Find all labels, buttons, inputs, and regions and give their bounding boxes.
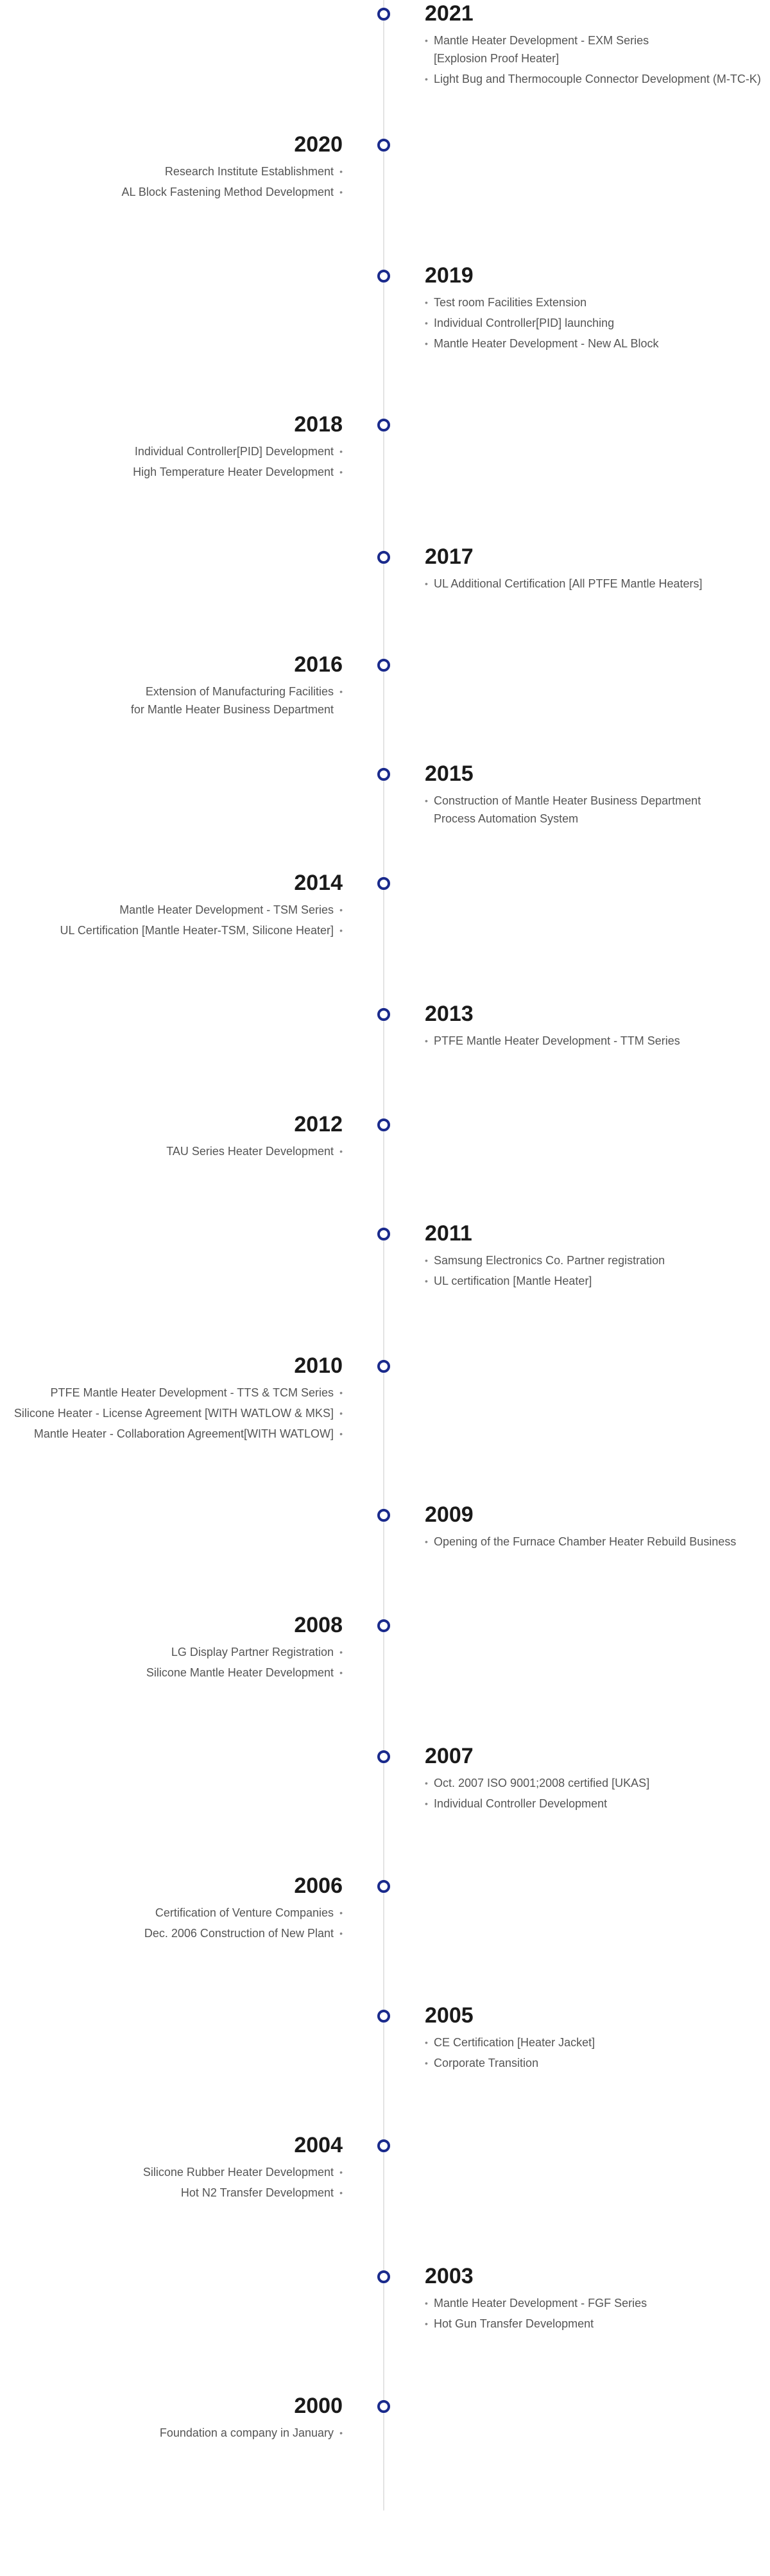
milestone-item — [425, 1795, 770, 1813]
milestone-item — [425, 293, 770, 311]
timeline-entry-content — [0, 1612, 343, 1684]
milestone-list — [425, 1032, 770, 1050]
timeline-entry-content — [425, 1221, 770, 1292]
timeline-entry-2009 — [0, 1502, 770, 1548]
milestone-list — [0, 442, 343, 481]
timeline-dot-icon — [377, 768, 390, 781]
year-heading: 2007 — [425, 1744, 474, 1768]
timeline-dot-icon — [377, 2400, 390, 2413]
timeline-dot-icon — [377, 1750, 390, 1763]
milestone-item — [0, 1384, 343, 1402]
milestone-item — [425, 2033, 770, 2051]
timeline-entry-content — [425, 544, 770, 595]
milestone-text: TAU Series Heater Development — [166, 1145, 334, 1158]
milestone-item — [425, 70, 770, 88]
milestone-text: Oct. 2007 ISO 9001;2008 certified [UKAS] — [434, 1777, 650, 1789]
year-heading: 2010 — [294, 1353, 343, 1378]
milestone-text: Foundation a company in January — [159, 2426, 334, 2439]
milestone-item — [0, 1142, 343, 1160]
milestone-text: Individual Controller[PID] launching — [434, 317, 615, 329]
milestone-text: Mantle Heater - Collaboration Agreement[WITH WATLOW] — [33, 1427, 334, 1440]
milestone-item — [425, 1774, 770, 1792]
milestone-item — [425, 314, 770, 332]
year-heading: 2008 — [294, 1613, 343, 1637]
milestone-text: Corporate Transition — [434, 2057, 539, 2069]
milestone-item — [425, 1032, 770, 1050]
milestone-item — [0, 1924, 343, 1942]
milestone-text: Individual Controller Development — [434, 1797, 608, 1810]
year-heading: 2017 — [425, 544, 474, 569]
milestone-text: Construction of Mantle Heater Business Department Process Automation System — [434, 794, 701, 825]
year-heading: 2004 — [294, 2133, 343, 2157]
milestone-item — [0, 921, 343, 939]
year-heading: 2000 — [294, 2394, 343, 2418]
timeline-entry-content — [425, 1502, 770, 1553]
timeline-entry-content — [425, 1001, 770, 1052]
year-heading: 2005 — [425, 2003, 474, 2028]
milestone-list — [0, 1904, 343, 1942]
milestone-item — [0, 463, 343, 481]
timeline-entry-2015 — [0, 761, 770, 825]
timeline-entry-2018 — [0, 412, 770, 478]
year-heading: 2012 — [294, 1112, 343, 1136]
milestone-text: CE Certification [Heater Jacket] — [434, 2036, 595, 2049]
timeline-entry-2004 — [0, 2133, 770, 2199]
milestone-list — [425, 1533, 770, 1551]
year-heading: 2009 — [425, 1502, 474, 1527]
year-heading: 2011 — [425, 1221, 472, 1246]
milestone-text: PTFE Mantle Heater Development - TTM Series — [434, 1034, 680, 1047]
milestone-list — [0, 1142, 343, 1160]
milestone-text: Hot N2 Transfer Development — [180, 2186, 334, 2199]
timeline-dot-icon — [377, 1880, 390, 1893]
milestone-list — [0, 901, 343, 939]
milestone-item — [0, 162, 343, 180]
timeline-dot-icon — [377, 877, 390, 890]
milestone-list — [0, 1384, 343, 1443]
milestone-item — [425, 1533, 770, 1551]
milestone-item — [425, 575, 770, 593]
timeline-dot-icon — [377, 8, 390, 21]
timeline-entry-2014 — [0, 871, 770, 937]
timeline-entry-content — [0, 2132, 343, 2204]
timeline-entry-2020 — [0, 132, 770, 198]
milestone-text: Silicone Heater - License Agreement [WITH WATLOW & MKS] — [13, 1407, 334, 1420]
timeline-entry-2019 — [0, 263, 770, 350]
milestone-list — [425, 1251, 770, 1290]
year-heading: 2006 — [294, 1874, 343, 1898]
milestone-item — [425, 335, 770, 352]
timeline-entry-2008 — [0, 1613, 770, 1679]
milestone-item — [0, 1904, 343, 1922]
timeline-dot-icon — [377, 270, 390, 283]
milestone-list — [0, 2424, 343, 2442]
milestone-text: Mantle Heater Development - FGF Series — [434, 2297, 647, 2310]
milestone-item — [425, 2294, 770, 2312]
milestone-text: Mantle Heater Development - New AL Block — [434, 337, 659, 350]
timeline-entry-content — [425, 2263, 770, 2335]
timeline-dot-icon — [377, 2270, 390, 2283]
milestone-text: LG Display Partner Registration — [171, 1646, 334, 1658]
milestone-list — [425, 1774, 770, 1813]
timeline-dot-icon — [377, 2010, 390, 2023]
year-heading: 2021 — [425, 1, 474, 26]
milestone-text: Research Institute Establishment — [164, 165, 334, 178]
year-heading: 2003 — [425, 2264, 474, 2288]
milestone-item — [0, 2163, 343, 2181]
milestone-list — [0, 162, 343, 201]
milestone-list — [0, 2163, 343, 2202]
milestone-item — [425, 1272, 770, 1290]
timeline-entry-2016 — [0, 652, 770, 716]
milestone-list — [425, 293, 770, 352]
milestone-item — [0, 1643, 343, 1661]
timeline-entry-content — [0, 870, 343, 942]
timeline-entry-2011 — [0, 1221, 770, 1287]
timeline-entry-2021 — [0, 1, 770, 85]
timeline-dot-icon — [377, 551, 390, 564]
milestone-item — [0, 2184, 343, 2202]
milestone-text: Mantle Heater Development - TSM Series — [119, 903, 334, 916]
timeline-dot-icon — [377, 2139, 390, 2152]
timeline-dot-icon — [377, 1118, 390, 1131]
milestone-list — [425, 575, 770, 593]
timeline-entry-2000 — [0, 2394, 770, 2439]
timeline-entry-content — [425, 2003, 770, 2075]
timeline-entry-2003 — [0, 2264, 770, 2330]
milestone-item — [0, 183, 343, 201]
timeline-entry-2007 — [0, 1744, 770, 1810]
year-heading: 2015 — [425, 761, 474, 786]
timeline-dot-icon — [377, 139, 390, 152]
timeline-entry-content — [425, 761, 770, 830]
milestone-item — [425, 31, 770, 67]
year-heading: 2018 — [294, 412, 343, 437]
timeline-entry-content — [0, 1111, 343, 1163]
timeline-entry-content — [425, 263, 770, 355]
milestone-text: Hot Gun Transfer Development — [434, 2317, 594, 2330]
timeline-entry-content — [0, 1353, 343, 1445]
milestone-item — [425, 1251, 770, 1269]
timeline-entry-content — [425, 1743, 770, 1815]
milestone-text: High Temperature Heater Development — [133, 466, 334, 478]
milestone-text: Samsung Electronics Co. Partner registration — [434, 1254, 665, 1267]
year-heading: 2014 — [294, 871, 343, 895]
timeline-entry-content — [0, 1873, 343, 1945]
timeline-dot-icon — [377, 1228, 390, 1240]
milestone-list — [425, 31, 770, 88]
milestone-item — [425, 2054, 770, 2072]
milestone-list — [425, 2033, 770, 2072]
milestone-text: Light Bug and Thermocouple Connector Development (M-TC-K) — [434, 73, 761, 85]
timeline-dot-icon — [377, 419, 390, 431]
milestone-text: Dec. 2006 Construction of New Plant — [144, 1927, 334, 1940]
milestone-item — [0, 2424, 343, 2442]
milestone-text: Silicone Rubber Heater Development — [142, 2166, 334, 2179]
milestone-text: Opening of the Furnace Chamber Heater Rebuild Business — [434, 1535, 737, 1548]
milestone-item — [0, 442, 343, 460]
timeline-dot-icon — [377, 1008, 390, 1021]
year-heading: 2013 — [425, 1002, 474, 1026]
milestone-text: UL Certification [Mantle Heater-TSM, Silicone Heater] — [60, 924, 334, 937]
timeline-entry-content — [0, 2393, 343, 2444]
timeline-entry-content — [425, 1, 770, 91]
timeline-entry-content — [0, 132, 343, 204]
milestone-text: UL certification [Mantle Heater] — [434, 1275, 592, 1287]
milestone-item — [0, 901, 343, 919]
year-heading: 2019 — [425, 263, 474, 288]
timeline-axis — [383, 0, 384, 2511]
timeline-entry-2010 — [0, 1353, 770, 1440]
milestone-item — [425, 2315, 770, 2333]
milestone-text: Silicone Mantle Heater Development — [146, 1666, 334, 1679]
timeline-entry-content — [0, 652, 343, 721]
timeline-entry-2005 — [0, 2003, 770, 2069]
year-heading: 2020 — [294, 132, 343, 157]
milestone-item — [425, 792, 770, 828]
milestone-list — [0, 1643, 343, 1682]
timeline-entry-content — [0, 412, 343, 483]
timeline-dot-icon — [377, 1509, 390, 1522]
milestone-text: AL Block Fastening Method Development — [121, 186, 334, 198]
timeline-dot-icon — [377, 1360, 390, 1373]
timeline-dot-icon — [377, 659, 390, 672]
milestone-list — [0, 683, 343, 718]
timeline-entry-2017 — [0, 544, 770, 590]
milestone-text: Extension of Manufacturing Facilities for Mantle Heater Business Department — [130, 685, 334, 716]
milestone-text: Mantle Heater Development - EXM Series [Explosion Proof Heater] — [434, 34, 649, 65]
milestone-item — [0, 1425, 343, 1443]
year-heading: 2016 — [294, 652, 343, 677]
milestone-text: UL Additional Certification [All PTFE Mantle Heaters] — [434, 577, 703, 590]
milestone-text: PTFE Mantle Heater Development - TTS & TCM Series — [50, 1386, 334, 1399]
milestone-list — [425, 792, 770, 828]
timeline-entry-2006 — [0, 1874, 770, 1940]
milestone-item — [0, 683, 343, 718]
milestone-text: Individual Controller[PID] Development — [134, 445, 334, 458]
milestone-text: Test room Facilities Extension — [434, 296, 587, 309]
milestone-text: Certification of Venture Companies — [155, 1906, 334, 1919]
milestone-item — [0, 1404, 343, 1422]
timeline-entry-2012 — [0, 1112, 770, 1158]
timeline-dot-icon — [377, 1619, 390, 1632]
timeline-entry-2013 — [0, 1002, 770, 1047]
milestone-list — [425, 2294, 770, 2333]
milestone-item — [0, 1664, 343, 1682]
